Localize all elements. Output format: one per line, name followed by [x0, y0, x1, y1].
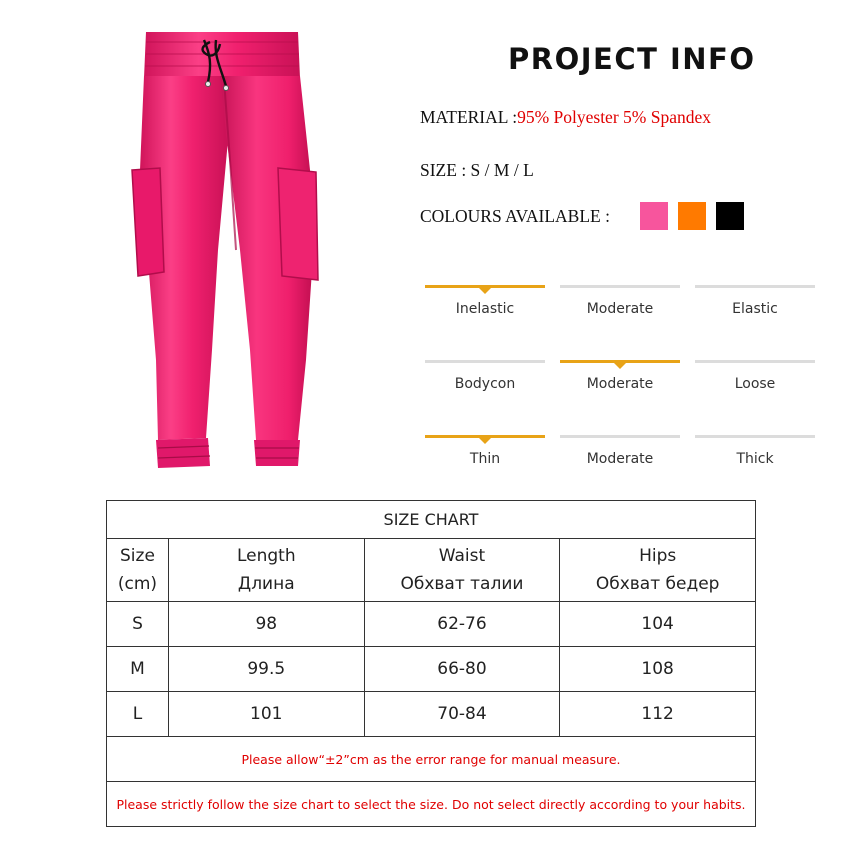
measurement-error-note: Please allow“±2”cm as the error range for manual measure.	[107, 737, 756, 782]
scale-label: Thick	[736, 451, 774, 467]
scale-label: Moderate	[586, 301, 654, 317]
cell-hips: 112	[560, 692, 756, 737]
note-row	[107, 737, 756, 782]
scale-elasticity-elastic	[695, 285, 815, 325]
header-line1: Waist	[438, 546, 486, 566]
table-row	[107, 647, 756, 692]
cell-hips: 104	[560, 602, 756, 647]
header-hips	[560, 539, 756, 602]
scale-label: Elastic	[732, 301, 778, 317]
size-chart-table	[106, 500, 756, 827]
scale-label: Moderate	[586, 376, 654, 392]
colour-swatch-black[interactable]	[716, 202, 744, 230]
header-line1: Hips	[639, 546, 677, 566]
cell-length: 101	[168, 692, 364, 737]
left-cuff	[156, 438, 210, 468]
right-cuff	[254, 440, 300, 466]
size-chart-title: SIZE CHART	[107, 501, 756, 539]
colour-swatch-orange[interactable]	[678, 202, 706, 230]
scale-thickness-moderate	[560, 435, 680, 475]
cell-length: 98	[168, 602, 364, 647]
size-chart-caption-row	[107, 501, 756, 539]
project-info-title: PROJECT INFO	[508, 42, 756, 76]
cell-size: M	[107, 647, 169, 692]
note-row	[107, 782, 756, 827]
cell-waist: 66-80	[364, 647, 560, 692]
cell-size: L	[107, 692, 169, 737]
scale-label: Thin	[469, 451, 501, 467]
material-row	[420, 107, 711, 128]
cell-waist: 70-84	[364, 692, 560, 737]
size-selection-note: Please strictly follow the size chart to select the size. Do not select directly according to your habits.	[107, 782, 756, 827]
colours-label: COLOURS AVAILABLE :	[420, 206, 610, 226]
table-row	[107, 692, 756, 737]
header-line2: Обхват талии	[400, 574, 524, 594]
colour-swatch-pink[interactable]	[640, 202, 668, 230]
size-row: SIZE : S / M / L	[420, 160, 534, 180]
cell-hips: 108	[560, 647, 756, 692]
header-line2: (cm)	[117, 574, 158, 594]
header-line2: Обхват бедер	[595, 574, 720, 594]
right-cargo-pocket	[278, 168, 318, 280]
scale-elasticity-moderate	[560, 285, 680, 325]
material-label: MATERIAL :	[420, 107, 518, 127]
table-row	[107, 602, 756, 647]
cell-length: 99.5	[168, 647, 364, 692]
header-waist	[364, 539, 560, 602]
header-line1: Size	[120, 546, 155, 566]
scale-label: Inelastic	[455, 301, 515, 317]
header-length	[168, 539, 364, 602]
scale-fit-bodycon	[425, 360, 545, 400]
material-value: 95% Polyester 5% Spandex	[517, 107, 711, 127]
cell-waist: 62-76	[364, 602, 560, 647]
header-line1: Length	[236, 546, 296, 566]
scale-thickness-thick	[695, 435, 815, 475]
scale-fit-loose	[695, 360, 815, 400]
left-cargo-pocket	[132, 168, 164, 276]
scale-label: Bodycon	[454, 376, 516, 392]
scale-label: Loose	[734, 376, 776, 392]
size-chart-header-row	[107, 539, 756, 602]
header-size	[107, 539, 169, 602]
pants-product-image	[60, 20, 350, 480]
scale-fit-moderate	[560, 360, 680, 400]
scale-elasticity-inelastic	[425, 285, 545, 325]
cell-size: S	[107, 602, 169, 647]
header-line2: Длина	[237, 574, 295, 594]
scale-label: Moderate	[586, 451, 654, 467]
scale-thickness-thin	[425, 435, 545, 475]
